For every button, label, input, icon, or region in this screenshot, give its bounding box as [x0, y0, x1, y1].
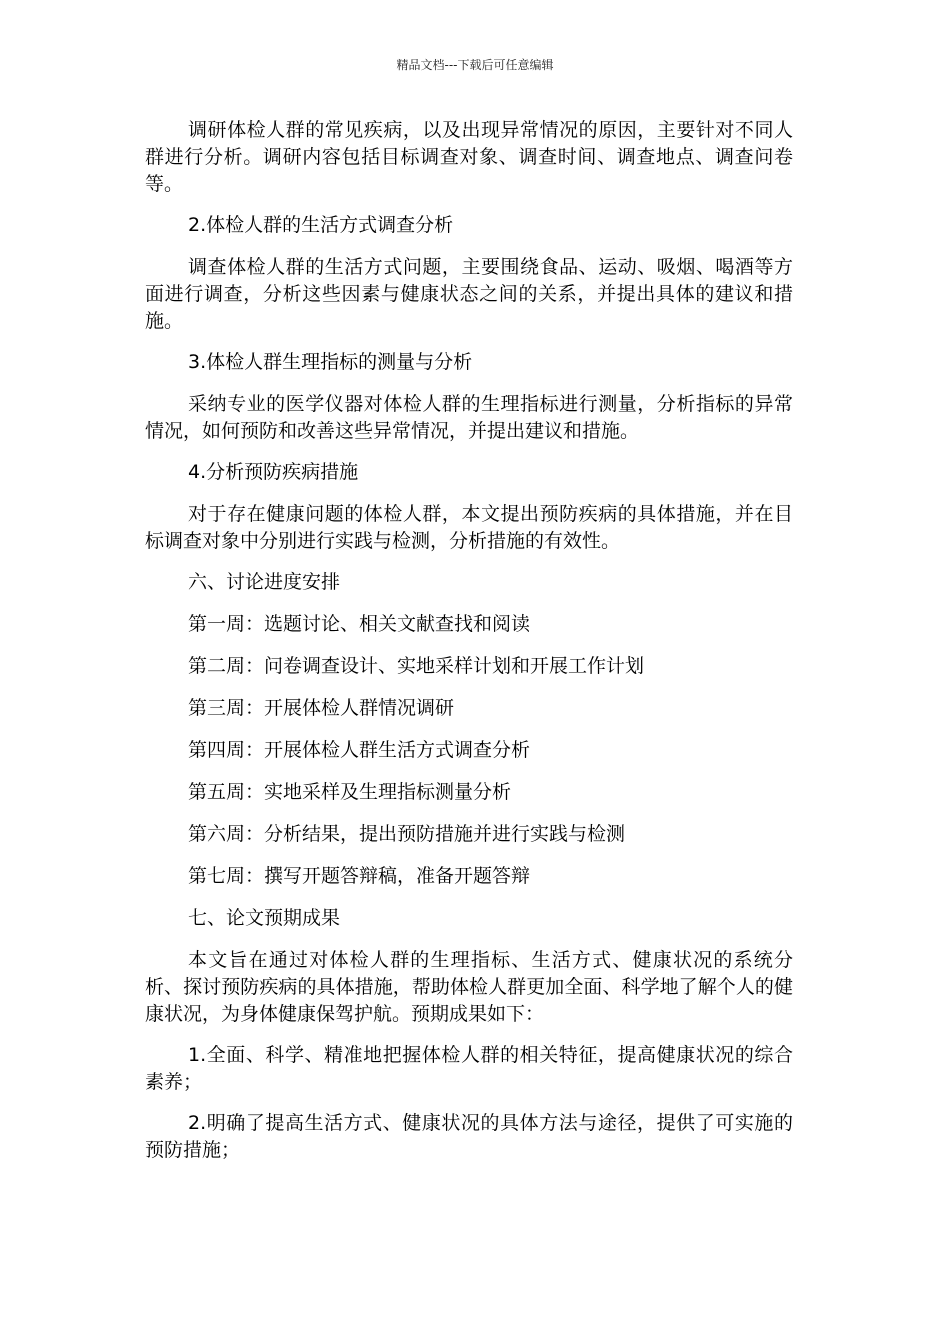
paragraph-expected-results: 本文旨在通过对体检人群的生理指标、生活方式、健康状况的系统分析、探讨预防疾病的具体措施，帮助体检人群更加全面、科学地了解个人的健康状况，为身体健康保驾护航。预期成果如下：	[145, 949, 793, 1025]
schedule-item-week-1: 第一周：选题讨论、相关文献查找和阅读	[188, 613, 531, 635]
expected-result-item-2: 2.明确了提高生活方式、健康状况的具体方法与途径，提供了可实施的预防措施；	[145, 1112, 793, 1161]
schedule-item-week-6: 第六周：分析结果，提出预防措施并进行实践与检测	[188, 823, 626, 845]
paragraph-lifestyle: 调查体检人群的生活方式问题，主要围绕食品、运动、吸烟、喝酒等方面进行调查，分析这些因素与健康状态之间的关系，并提出具体的建议和措施。	[145, 256, 793, 332]
section-heading-prevention: 4.分析预防疾病措施	[188, 461, 359, 483]
paragraph-survey-description: 调研体检人群的常见疾病，以及出现异常情况的原因，主要针对不同人群进行分析。调研内容包括目标调查对象、调查时间、调查地点、调查问卷等。	[145, 119, 793, 195]
schedule-item-week-5: 第五周：实地采样及生理指标测量分析	[188, 781, 512, 803]
document-body	[145, 117, 793, 1178]
expected-result-item-1: 1.全面、科学、精准地把握体检人群的相关特征，提高健康状况的综合素养；	[145, 1044, 793, 1093]
paragraph-physiology: 采纳专业的医学仪器对体检人群的生理指标进行测量，分析指标的异常情况，如何预防和改善这些异常情况，并提出建议和措施。	[145, 393, 793, 442]
section-heading-expected-results: 七、论文预期成果	[188, 907, 341, 929]
paragraph-prevention: 对于存在健康问题的体检人群，本文提出预防疾病的具体措施，并在目标调查对象中分别进行实践与检测，分析措施的有效性。	[145, 503, 793, 552]
section-heading-physiology: 3.体检人群生理指标的测量与分析	[188, 351, 473, 373]
section-heading-schedule: 六、讨论进度安排	[188, 571, 341, 593]
page-header: 精品文档---下载后可任意编辑	[396, 58, 554, 72]
schedule-item-week-3: 第三周：开展体检人群情况调研	[188, 697, 455, 719]
schedule-item-week-7: 第七周：撰写开题答辩稿，准备开题答辩	[188, 865, 531, 887]
section-heading-lifestyle: 2.体检人群的生活方式调查分析	[188, 214, 454, 236]
schedule-item-week-2: 第二周：问卷调查设计、实地采样计划和开展工作计划	[188, 655, 645, 677]
schedule-item-week-4: 第四周：开展体检人群生活方式调查分析	[188, 739, 531, 761]
